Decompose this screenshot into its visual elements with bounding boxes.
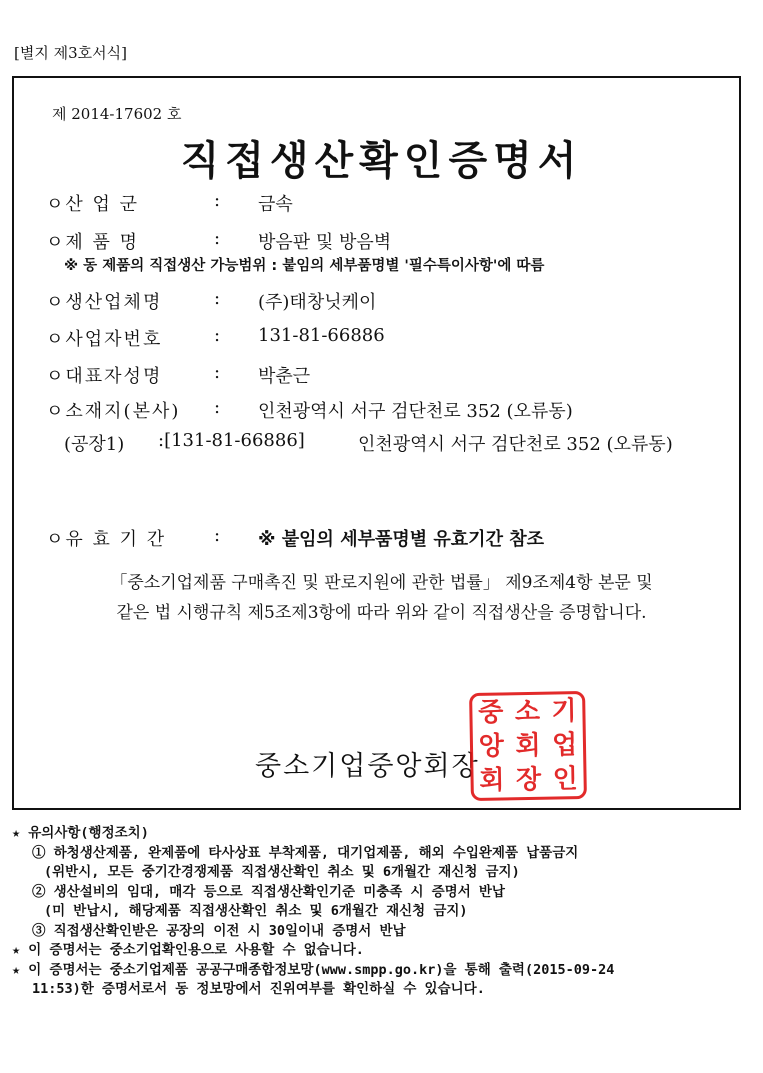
scope-note: ※ 동 제품의 직접생산 가능범위 : 붙임의 세부품명별 '필수특이사항'에 따름 [64, 258, 545, 274]
field-label: ㅇ생산업체명 [46, 292, 163, 313]
notice-star-continued: 11:53)한 증명서로서 동 정보망에서 진위여부를 확인하실 수 있습니다. [32, 981, 485, 997]
notice-star: ★ 이 증명서는 중소기업확인용으로 사용할 수 없습니다. [12, 942, 364, 958]
official-seal [469, 691, 587, 801]
notice-sub-item: (미 반납시, 해당제품 직접생산확인 취소 및 6개월간 재신청 금지) [44, 903, 468, 919]
seal-char: 중 [477, 697, 504, 728]
factory-label: (공장1) [64, 434, 125, 455]
certificate-number: 제 2014-17602 호 [52, 105, 182, 123]
field-value: 인천광역시 서구 검단천로 352 (오류동) [258, 401, 573, 422]
field-label: ㅇ유 효 기 간 [46, 529, 167, 550]
field-label: ㅇ사업자번호 [46, 329, 163, 350]
statement-line-1: 「중소기업제품 구매촉진 및 판로지원에 관한 법률」 제9조제4항 본문 및 [110, 573, 653, 593]
factory-address: 인천광역시 서구 검단천로 352 (오류동) [358, 434, 673, 455]
field-label: ㅇ소재지(본사) [46, 401, 181, 422]
seal-char: 인 [552, 764, 579, 795]
form-label: [별지 제3호서식] [14, 44, 127, 62]
field-value: ※ 붙임의 세부품명별 유효기간 참조 [258, 529, 544, 550]
notice-item: ① 하청생산제품, 완제품에 타사상표 부착제품, 대기업제품, 해외 수입완제품 납품금지 [32, 844, 579, 861]
field-value: 금속 [258, 194, 293, 215]
field-value: (주)태창닛케이 [258, 292, 377, 313]
field-value: 방음판 및 방음벽 [258, 232, 392, 253]
notice-section [12, 824, 614, 1000]
field-colon: : [214, 288, 221, 309]
field-value: 131-81-66886 [258, 325, 385, 346]
field-label: ㅇ제 품 명 [46, 232, 139, 253]
document-title: 직접생산확인증명서 [180, 138, 583, 184]
notice-item: ② 생산설비의 임대, 매각 등으로 직접생산확인기준 미충족 시 증명서 반납 [32, 883, 505, 900]
issuer-name: 중소기업중앙회장 [255, 751, 480, 782]
field-colon: : [214, 362, 221, 383]
field-colon: : [214, 397, 221, 418]
field-value: 박춘근 [258, 366, 311, 387]
notice-item: ③ 직접생산확인받은 공장의 이전 시 30일이내 증명서 반납 [32, 922, 406, 939]
seal-char: 회 [515, 730, 541, 762]
seal-char: 기 [551, 696, 577, 727]
field-colon: : [214, 325, 221, 346]
seal-char: 앙 [478, 731, 505, 762]
factory-number: :[131-81-66886] [158, 430, 305, 451]
field-colon: : [214, 525, 221, 546]
field-label: ㅇ산 업 군 [46, 194, 139, 215]
field-colon: : [214, 228, 221, 249]
field-label: ㅇ대표자성명 [46, 366, 163, 387]
seal-char: 소 [514, 696, 541, 728]
notice-star: ★ 이 증명서는 중소기업제품 공공구매종합정보망(www.smpp.go.kr)을 통해 출력(2015-09-24 [12, 961, 615, 978]
seal-char: 장 [515, 764, 542, 796]
statement-line-2: 같은 법 시행규칙 제5조제3항에 따라 위와 같이 직접생산을 증명합니다. [116, 603, 647, 623]
seal-char: 회 [479, 765, 505, 796]
field-colon: : [214, 190, 221, 211]
seal-char: 업 [551, 730, 578, 761]
notice-heading: ★ 유의사항(행정조치) [12, 825, 149, 841]
notice-sub-item: (위반시, 모든 중기간경쟁제품 직접생산확인 취소 및 6개월간 재신청 금지) [44, 864, 520, 880]
